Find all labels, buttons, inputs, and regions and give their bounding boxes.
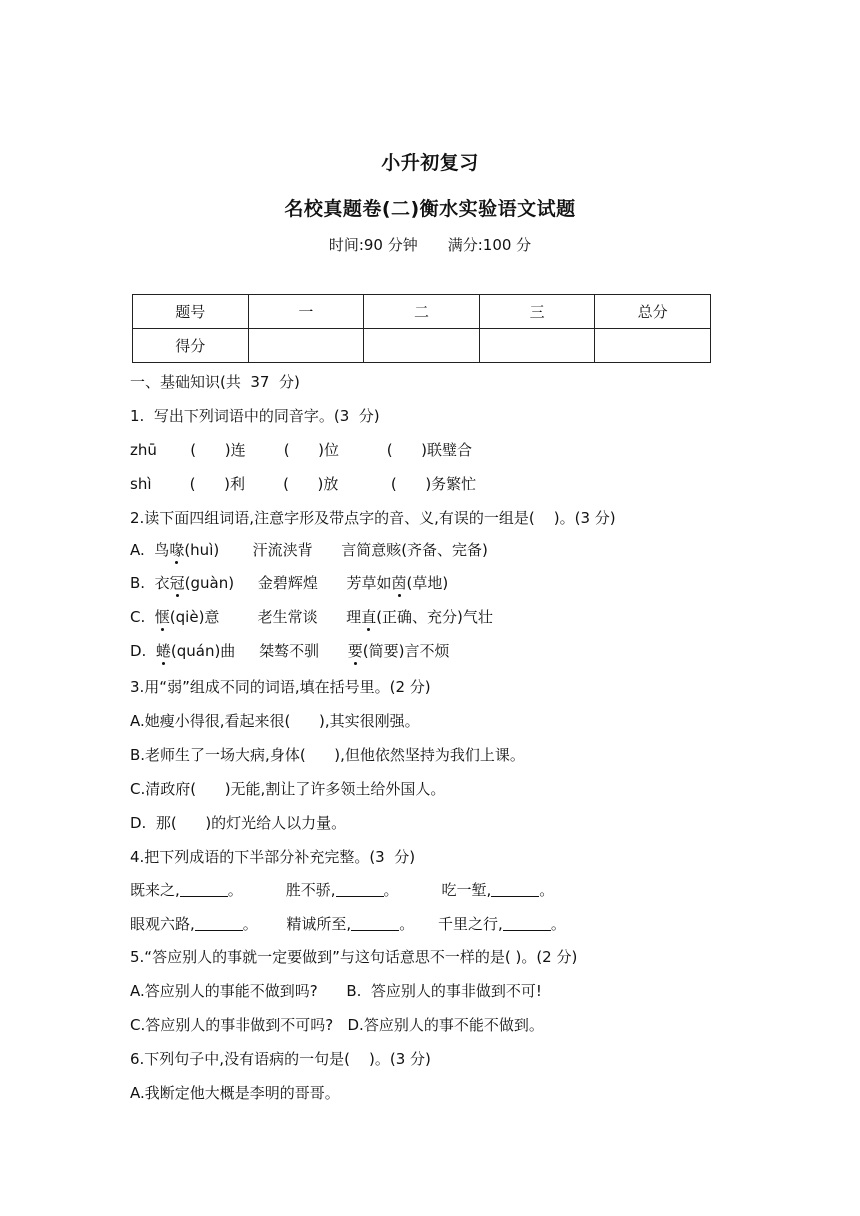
question-3-a: A.她瘦小得很,看起来很( ),其实很刚强。 xyxy=(130,712,420,730)
question-2-prompt: 2.读下面四组词语,注意字形及带点字的音、义,有误的一组是( )。(3 分) xyxy=(130,509,616,527)
question-2-option-d xyxy=(130,641,450,661)
answer-blank[interactable] xyxy=(195,914,243,931)
question-4-prompt: 4.把下列成语的下半部分补充完整。(3 分) xyxy=(130,848,416,866)
question-4-row-2 xyxy=(130,914,566,934)
score-input-cell[interactable] xyxy=(248,329,364,363)
punctuation: 。 xyxy=(399,915,415,933)
score-cell: 一 xyxy=(248,295,364,329)
idiom-start: 胜不骄, xyxy=(285,881,336,899)
idiom-start: 吃一堑, xyxy=(441,881,492,899)
option-text: (简要)言不烦 xyxy=(362,642,450,660)
option-text: D. xyxy=(130,642,156,660)
answer-blank[interactable] xyxy=(491,880,539,897)
dotted-char: 直 xyxy=(361,608,377,626)
question-5-options-cd: C.答应别人的事非做到不可吗? D.答应别人的事不能不做到。 xyxy=(130,1016,544,1034)
question-3-prompt: 3.用“弱”组成不同的词语,填在括号里。(2 分) xyxy=(130,678,431,696)
answer-blank[interactable] xyxy=(503,914,551,931)
question-5-prompt: 5.“答应别人的事就一定要做到”与这句话意思不一样的是( )。(2 分) xyxy=(130,948,578,966)
score-input-cell[interactable] xyxy=(479,329,595,363)
score-table-header-row xyxy=(133,295,711,329)
exam-meta xyxy=(0,234,860,255)
page-title: 小升初复习 xyxy=(381,152,479,174)
dotted-char: 冠 xyxy=(169,574,185,592)
punctuation: 。 xyxy=(539,881,555,899)
idiom-start: 眼观六路, xyxy=(130,915,195,933)
score-input-cell[interactable] xyxy=(364,329,480,363)
score-cell: 三 xyxy=(479,295,595,329)
punctuation: 。 xyxy=(227,881,243,899)
question-2-option-c xyxy=(130,607,493,627)
dotted-char: 蜷 xyxy=(155,642,171,660)
score-table-score-row xyxy=(133,329,711,363)
score-input-cell[interactable] xyxy=(595,329,711,363)
dotted-char: 惬 xyxy=(154,608,170,626)
idiom-start: 既来之, xyxy=(130,881,180,899)
punctuation: 。 xyxy=(383,881,399,899)
exam-subtitle: 名校真题卷(二)衡水实验语文试题 xyxy=(284,198,576,220)
option-text: (quán)曲 桀骜不驯 xyxy=(170,642,348,660)
score-cell: 二 xyxy=(364,295,480,329)
question-3-c: C.清政府( )无能,割让了许多领土给外国人。 xyxy=(130,780,446,798)
option-text: (正确、充分)气壮 xyxy=(376,608,493,626)
idiom-start: 千里之行, xyxy=(438,915,503,933)
question-3-b: B.老师生了一场大病,身体( ),但他依然坚持为我们上课。 xyxy=(130,746,525,764)
option-text: A. 鸟 xyxy=(130,541,170,559)
score-cell: 题号 xyxy=(133,295,249,329)
option-text: B. 衣 xyxy=(130,574,170,592)
idiom-start: 精诚所至, xyxy=(286,915,352,933)
dotted-char: 茵 xyxy=(391,574,407,592)
dotted-char: 喙 xyxy=(169,541,185,559)
option-text: C. xyxy=(130,608,155,626)
punctuation: 。 xyxy=(242,915,258,933)
score-cell: 得分 xyxy=(133,329,249,363)
exam-total-score: 满分:100 分 xyxy=(447,236,532,254)
option-text: (qiè)意 老生常谈 理 xyxy=(169,608,362,626)
question-2-option-b xyxy=(130,573,448,593)
section-heading: 一、基础知识(共 37 分) xyxy=(130,373,300,391)
punctuation: 。 xyxy=(550,915,566,933)
exam-time: 时间:90 分钟 xyxy=(328,236,418,254)
question-1-line-zhu: zhū ( )连 ( )位 ( )联璧合 xyxy=(130,441,473,459)
score-cell: 总分 xyxy=(595,295,711,329)
option-text: (草地) xyxy=(406,574,449,592)
question-6-prompt: 6.下列句子中,没有语病的一句是( )。(3 分) xyxy=(130,1050,431,1068)
score-table xyxy=(132,294,711,363)
question-2-option-a xyxy=(130,540,488,560)
question-1-prompt: 1. 写出下列词语中的同音字。(3 分) xyxy=(130,407,380,425)
answer-blank[interactable] xyxy=(180,880,228,897)
question-5-options-ab: A.答应别人的事能不做到吗? B. 答应别人的事非做到不可! xyxy=(130,982,542,1000)
dotted-char: 要 xyxy=(347,642,363,660)
answer-blank[interactable] xyxy=(351,914,399,931)
question-6-a: A.我断定他大概是李明的哥哥。 xyxy=(130,1084,340,1102)
question-1-line-shi: shì ( )利 ( )放 ( )务繁忙 xyxy=(130,475,477,493)
question-3-d: D. 那( )的灯光给人以力量。 xyxy=(130,814,347,832)
question-4-row-1 xyxy=(130,880,554,900)
option-text: (huì) 汗流浃背 言简意赅(齐备、完备) xyxy=(184,541,488,559)
option-text: (guàn) 金碧辉煌 芳草如 xyxy=(184,574,392,592)
answer-blank[interactable] xyxy=(336,880,384,897)
